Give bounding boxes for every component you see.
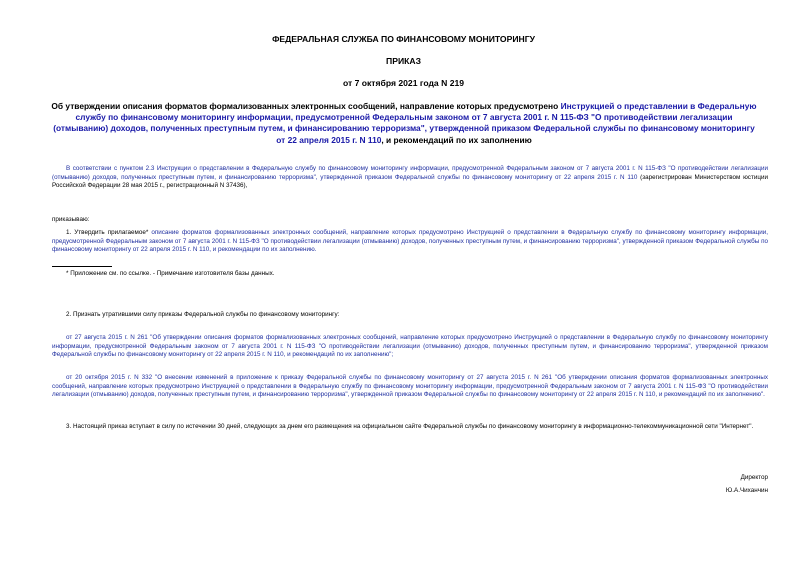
preamble-instruction-link[interactable]: В соответствии с пунктом 2.3 Инструкции о представлении в Федеральную службу по финансовому мониторингу информации, предусмотренной Федеральным законом от 7 августа 2001 г. N 115-ФЗ "О противодействии легализации (отмыванию) доходов, полученных преступным путем, и финансированию терроризма", утвержденной приказом Федеральной службы по финансовому мониторингу от 22 апреля 2015 г. N 110: [52, 165, 768, 181]
document-title: [50, 101, 758, 146]
title-instruction-link[interactable]: Инструкцией о представлении в Федеральную службу по финансовому мониторингу информации, предусмотренной Федеральным законом от 7 августа 2001 г. N 115-ФЗ "О противодействии легализации (отмыванию) доходов, полученных преступным путем, и финансированию терроризма", утвержденной приказом Федеральной службы по финансовому мониторингу от 22 апреля 2015 г. N 110: [53, 101, 757, 145]
repealed-order-332[interactable]: от 20 октября 2015 г. N 332 "О внесении изменений в приложение к приказу Федеральной службы по финансовому мониторингу от 27 августа 2015 г. N 261 "Об утверждении описания форматов формализованных электронных сообщений, направление которых предусмотрено Инструкцией о представлении в Федеральную службу по финансовому мониторингу информации, предусмотренной Федеральным законом от 7 августа 2001 г. N 115-ФЗ "О противодействии легализации (отмыванию) доходов, полученных преступным путем, и финансированию терроризма", утвержденной приказом Федеральной службы по финансовому мониторингу от 22 апреля 2015 г. N 110, и рекомендаций по их заполнению".: [52, 374, 768, 399]
preamble-registration-text: (зарегистрирован Министерством юстиции Российской Федерации 28 мая 2015 г., регистрационный N 37436),: [52, 173, 768, 190]
title-text-start: Об утверждении описания форматов формализованных электронных сообщений, направление которых предусмотрено: [51, 101, 561, 111]
item-2-intro: 2. Признать утратившими силу приказы Федеральной службы по финансовому мониторингу:: [66, 311, 340, 318]
signature-name: Ю.А.Чиханчин: [725, 487, 768, 494]
orders-label: приказываю:: [52, 216, 90, 223]
preamble-paragraph: [52, 165, 768, 191]
agency-name: ФЕДЕРАЛЬНАЯ СЛУЖБА ПО ФИНАНСОВОМУ МОНИТОРИНГУ: [272, 34, 535, 44]
signature-position: Директор: [740, 474, 768, 481]
footnote-divider: [52, 266, 112, 267]
item-1-paragraph: [52, 229, 768, 255]
item-3-paragraph: 3. Настоящий приказ вступает в силу по истечении 30 дней, следующих за днем его размещения на официальном сайте Федеральной службы по финансовому мониторингу в информационно-телекоммуникационной сети "Интернет".: [66, 423, 754, 430]
title-text-end: , и рекомендаций по их заполнению: [381, 134, 532, 145]
footnote-text: * Приложение см. по ссылке. - Примечание изготовителя базы данных.: [66, 270, 275, 277]
item-1-text[interactable]: описание форматов формализованных электронных сообщений, направление которых предусмотрено Инструкцией о представлении в Федеральную службу по финансовому мониторингу информации, предусмотренной Федеральным законом от 7 августа 2001 г. N 115-ФЗ "О противодействии легализации (отмыванию) доходов, полученных преступным путем, и финансированию терроризма", утвержденной приказом Федеральной службы по финансовому мониторингу от 22 апреля 2015 г. N 110, и рекомендации по их заполнению.: [52, 229, 768, 254]
item-1-prefix: 1. Утвердить прилагаемое*: [66, 229, 149, 236]
document-type: ПРИКАЗ: [386, 56, 421, 66]
document-date-number: от 7 октября 2021 года N 219: [342, 78, 465, 88]
repealed-order-261[interactable]: от 27 августа 2015 г. N 261 "Об утверждении описания форматов формализованных электронных сообщений, направление которых предусмотрено Инструкцией о представлении в Федеральную службу по финансовому мониторингу информации, предусмотренной Федеральным законом от 7 августа 2001 г. N 115-ФЗ "О противодействии легализации (отмыванию) доходов, полученных преступным путем, и финансированию терроризма", утвержденной приказом Федеральной службы по финансовому мониторингу от 22 апреля 2015 г. N 110, и рекомендаций по их заполнению";: [52, 334, 768, 359]
